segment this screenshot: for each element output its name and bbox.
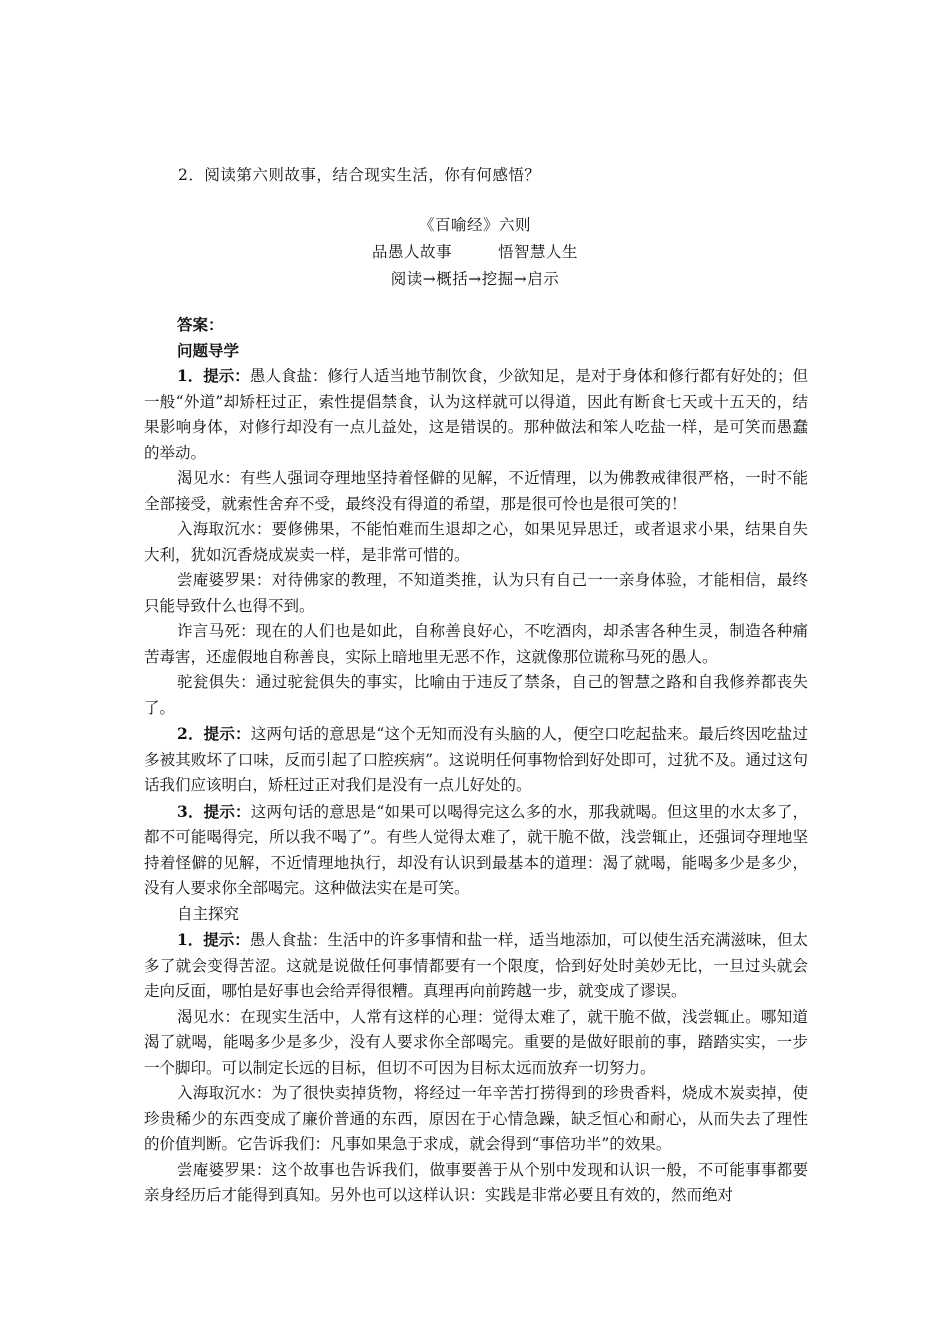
- answer-heading: 答案：: [177, 315, 224, 334]
- paragraph: 1．提示：愚人食盐：修行人适当地节制饮食，少欲知足，是对于身体和修行都有好处的；但一般“外道”却矫枉过正，索性提倡禁食，认为这样就可以得道，因此有断食七天或十五天的，结果影响身体，对修行却没有一点儿益处，这是错误的。那种做法和笨人吃盐一样，是可笑而愚蠢的举动。: [144, 366, 808, 462]
- section-heading-guided: 问题导学: [177, 340, 240, 360]
- board-subtitle-right: 悟智慧人生: [498, 243, 579, 261]
- board-title: 《百喻经》六则: [418, 216, 531, 234]
- answer-content: [144, 312, 808, 1209]
- paragraph: 3．提示：这两句话的意思是“如果可以喝得完这么多的水，那我就喝。但这里的水太多了，都不可能喝得完，所以我不喝了”。有些人觉得太难了，就干脆不做，浅尝辄止，还强词夺理地坚持着怪僻的见解，不近情理地执行，却没有认识到最基本的道理：渴了就喝，能喝多少是多少，没有人要求你全部喝完。这种做法实在是可笑。: [144, 801, 808, 897]
- paragraph: 入海取沉水：要修佛果，不能怕难而生退却之心，如果见异思迁，或者退求小果，结果自失大利，犹如沉香烧成炭卖一样，是非常可惜的。: [144, 520, 808, 564]
- board-flow: 阅读→概括→挖掘→启示: [390, 270, 560, 288]
- board-subtitle: [0, 239, 950, 266]
- paragraph: 渴见水：有些人强词夺理地坚持着怪僻的见解，不近情理，以为佛教戒律很严格，一时不能全部接受，就索性舍弃不受，最终没有得道的希望，那是很可怜也是很可笑的！: [144, 469, 808, 513]
- paragraph: 入海取沉水：为了很快卖掉货物，将经过一年辛苦打捞得到的珍贵香料，烧成木炭卖掉，使珍贵稀少的东西变成了廉价普通的东西，原因在于心情急躁，缺乏恒心和耐心，从而失去了理性的价值判断。它告诉我们：凡事如果急于求成，就会得到“事倍功半”的效果。: [144, 1084, 808, 1153]
- question-2: 2．阅读第六则故事，结合现实生活，你有何感悟？: [178, 166, 541, 184]
- board-subtitle-left: 品愚人故事: [371, 243, 452, 261]
- section-heading-explore: 自主探究: [177, 904, 240, 923]
- hint-label: 2．提示：: [177, 724, 251, 743]
- paragraph: 2．提示：这两句话的意思是“这个无知而没有头脑的人，便空口吃起盐来。最后终因吃盐过多被其败坏了口味，反而引起了口腔疾病”。这说明任何事物恰到好处即可，过犹不及。通过这句话我们应该明白，矫枉过正对我们是没有一点儿好处的。: [144, 724, 808, 794]
- hint-label: 1．提示：: [177, 366, 250, 385]
- paragraph: 诈言马死：现在的人们也是如此，自称善良好心，不吃酒肉，却杀害各种生灵，制造各种痛苦毒害，还虚假地自称善良，实际上暗地里无恶不作，这就像那位谎称马死的愚人。: [144, 622, 808, 666]
- paragraph: 尝庵婆罗果：对待佛家的教理，不知道类推，认为只有自己一一亲身体验，才能相信，最终只能导致什么也得不到。: [144, 571, 808, 615]
- paragraph: 驼瓮俱失：通过驼瓮俱失的事实，比喻由于违反了禁条，自己的智慧之路和自我修养都丧失了。: [144, 673, 808, 717]
- paragraph: 渴见水：在现实生活中，人常有这样的心理：觉得太难了，就干脆不做，浅尝辄止。哪知道渴了就喝，能喝多少是多少，没有人要求你全部喝完。重要的是做好眼前的事，踏踏实实，一步一个脚印。可以制定长远的目标，但切不可因为目标太远而放弃一切努力。: [144, 1007, 808, 1077]
- paragraph: 尝庵婆罗果：这个故事也告诉我们，做事要善于从个别中发现和认识一般，不可能事事都要亲身经历后才能得到真知。另外也可以这样认识：实践是非常必要且有效的，然而绝对: [144, 1160, 808, 1204]
- board-design: [0, 212, 950, 293]
- hint-label: 3．提示：: [177, 801, 251, 821]
- hint-label: 1．提示：: [177, 930, 250, 949]
- paragraph: 1．提示：愚人食盐：生活中的许多事情和盐一样，适当地添加，可以使生活充满滋味，但太多了就会变得苦涩。这就是说做任何事情都要有一个限度，恰到好处时美妙无比，一旦过头就会走向反面，哪怕是好事也会给弄得很糟。真理再向前跨越一步，就变成了谬误。: [144, 930, 808, 1000]
